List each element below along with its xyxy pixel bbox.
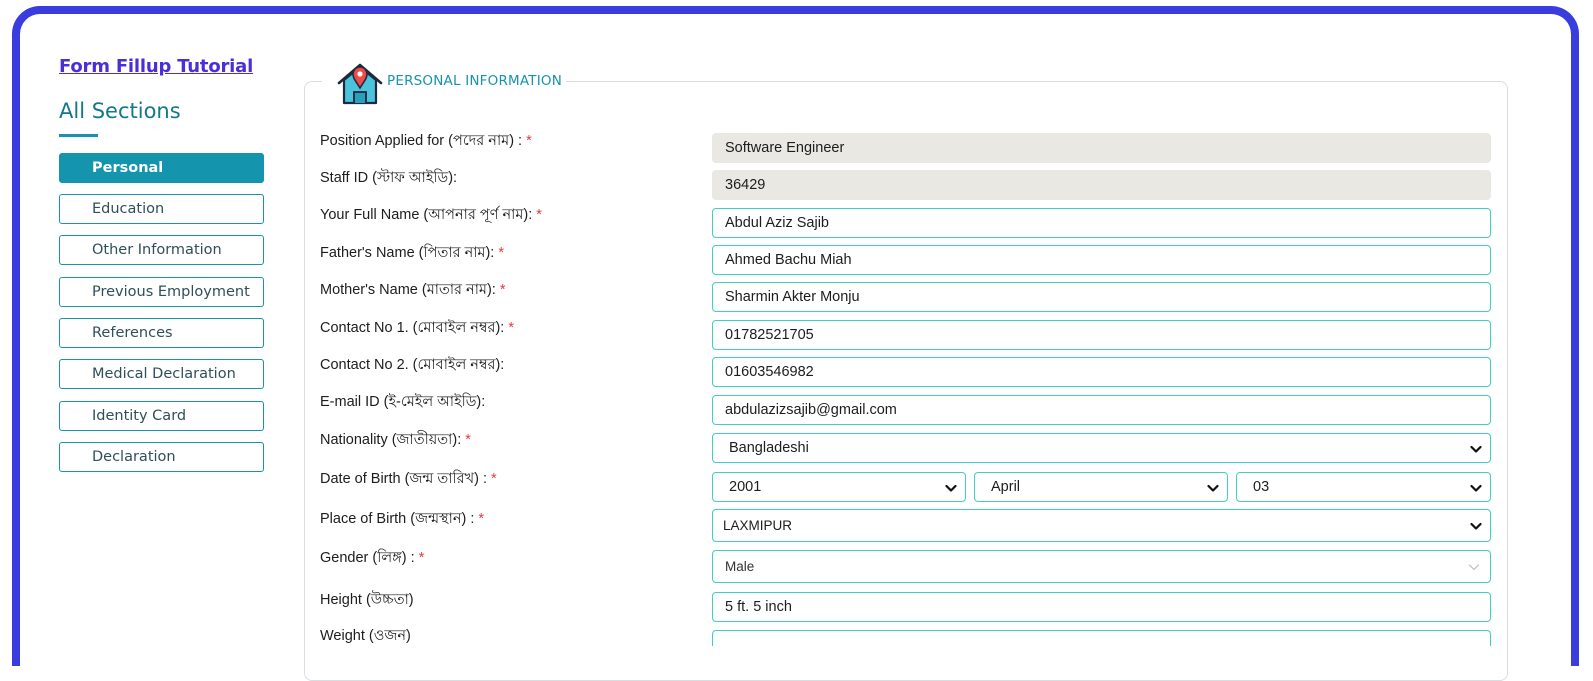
required-mark: * [418,550,425,566]
birthplace-select[interactable] [712,509,1491,542]
height-input[interactable]: 5 ft. 5 inch [712,592,1491,622]
position-label: Position Applied for (পদের নাম) : * [320,133,532,149]
mother-name-input[interactable]: Sharmin Akter Monju [712,282,1491,312]
sidebar-title-underline [59,134,98,137]
chevron-down-icon [945,482,957,494]
required-mark: * [536,207,542,223]
gender-select[interactable] [712,550,1491,583]
sidebar-item-declaration[interactable]: Declaration [59,442,264,472]
staff-id-input[interactable]: 36429 [712,170,1491,200]
weight-input[interactable] [712,630,1491,646]
height-label: Height (উচ্চতা) [320,592,414,608]
gender-value: Male [725,559,755,574]
contact1-input[interactable]: 01782521705 [712,320,1491,350]
nationality-select[interactable] [712,433,1491,463]
position-input[interactable]: Software Engineer [712,133,1491,163]
full-name-input[interactable]: Abdul Aziz Sajib [712,208,1491,238]
sidebar-item-other-information[interactable]: Other Information [59,235,264,265]
staff-id-label: Staff ID (স্টাফ আইডি): [320,170,458,186]
email-label: E-mail ID (ই-মেইল আইডি): [320,394,486,410]
dob-month-value: April [991,479,1021,495]
email-input[interactable]: abdulazizsajib@gmail.com [712,395,1491,425]
contact1-label: Contact No 1. (মোবাইল নম্বর): * [320,320,514,336]
dob-month-select[interactable] [974,472,1228,502]
required-mark: * [465,432,471,448]
required-mark: * [499,282,506,298]
chevron-down-icon [1470,443,1482,455]
dob-year-select[interactable] [712,472,966,502]
sidebar-item-previous-employment[interactable]: Previous Employment [59,277,264,307]
contact2-input[interactable]: 01603546982 [712,357,1491,387]
sidebar-item-education[interactable]: Education [59,194,264,224]
father-name-label: Father's Name (পিতার নাম): * [320,245,504,261]
sidebar-item-personal-information[interactable]: Personal [59,153,264,183]
dob-day-select[interactable] [1236,472,1491,502]
dob-day-value: 03 [1253,479,1270,495]
chevron-down-icon [1470,520,1482,532]
sidebar-item-identity-card[interactable]: Identity Card [59,401,264,431]
nationality-value: Bangladeshi [729,440,809,456]
dob-year-value: 2001 [729,479,762,495]
full-name-label: Your Full Name (আপনার পূর্ণ নাম): * [320,207,542,223]
weight-label: Weight (ওজন) [320,628,411,644]
chevron-down-icon [1207,482,1219,494]
house-location-icon [337,62,383,106]
required-mark: * [491,471,497,487]
required-mark: * [508,320,514,336]
required-mark: * [478,511,485,527]
form-fillup-tutorial-link[interactable]: Form Fillup Tutorial [59,56,254,77]
mother-name-label: Mother's Name (মাতার নাম): * [320,282,506,298]
gender-label: Gender (লিঙ্গ) : * [320,550,425,566]
sidebar-item-references[interactable]: References [59,318,264,348]
sidebar-item-medical-declaration[interactable]: Medical Declaration [59,359,264,389]
required-mark: * [498,245,504,261]
dob-label: Date of Birth (জন্ম তারিখ) : * [320,471,497,487]
chevron-down-icon [1468,561,1480,573]
birthplace-label: Place of Birth (জন্মস্থান) : * [320,511,485,527]
father-name-input[interactable]: Ahmed Bachu Miah [712,245,1491,275]
contact2-label: Contact No 2. (মোবাইল নম্বর): [320,357,505,373]
nationality-label: Nationality (জাতীয়তা): * [320,432,471,448]
chevron-down-icon [1470,482,1482,494]
birthplace-value: LAXMIPUR [723,518,793,533]
sidebar-title: All Sections [59,99,181,123]
required-mark: * [526,133,532,149]
section-title: PERSONAL INFORMATION [387,73,563,89]
